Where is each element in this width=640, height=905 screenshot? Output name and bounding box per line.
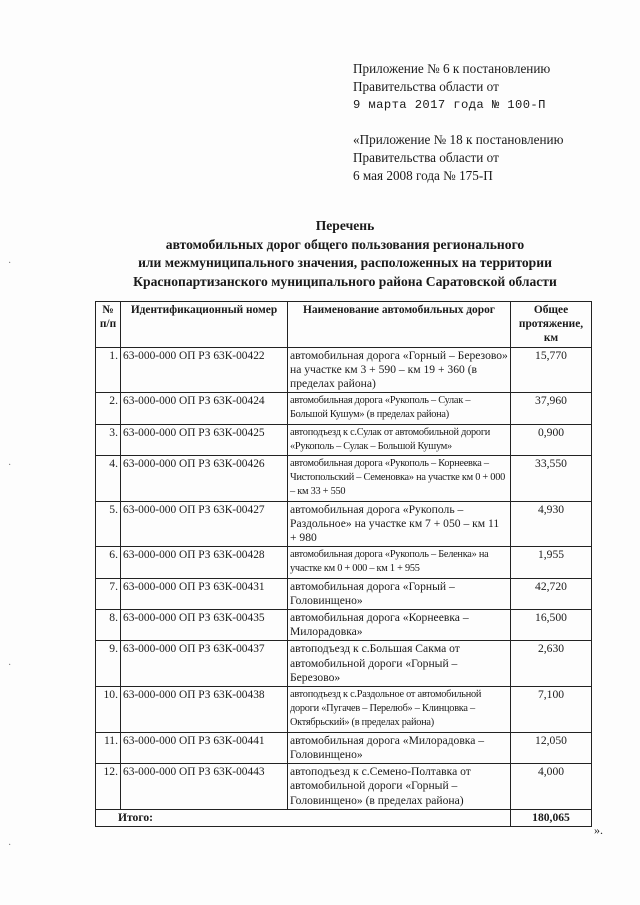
- row-ident: 63-000-000 ОП РЗ 63К-00435: [121, 610, 288, 641]
- total-value: 180,065: [511, 809, 592, 826]
- row-num: 8.: [96, 610, 121, 641]
- row-name: автоподъезд к с.Сулак от автомобильной дороги «Рукополь – Сулак – Большой Кушум»: [288, 424, 511, 455]
- row-length: 4,930: [511, 501, 592, 547]
- row-num: 7.: [96, 578, 121, 609]
- row-num: 10.: [96, 687, 121, 733]
- scan-speck: ·: [8, 660, 12, 671]
- row-ident: 63-000-000 ОП РЗ 63К-00441: [121, 732, 288, 763]
- row-length: 33,550: [511, 456, 592, 502]
- title-line3: или межмуниципального значения, расположенных на территории: [138, 255, 552, 271]
- row-name: автомобильная дорога «Милорадовка – Головинщено»: [288, 732, 511, 763]
- row-length: 4,000: [511, 764, 592, 810]
- table-row: [96, 641, 592, 687]
- appendix-18-line1: «Приложение № 18 к постановлению: [353, 132, 564, 147]
- row-length: 15,770: [511, 347, 592, 393]
- closing-quote: ».: [594, 823, 603, 837]
- row-ident: 63-000-000 ОП РЗ 63К-00422: [121, 347, 288, 393]
- appendix-6-date-stamp: 9 марта 2017 года № 100-П: [353, 98, 546, 112]
- row-num: 12.: [96, 764, 121, 810]
- title-line4: Краснопартизанского муниципального района Саратовской области: [133, 273, 557, 289]
- table-row: [96, 764, 592, 810]
- row-name: автомобильная дорога «Корнеевка – Милорадовка»: [288, 610, 511, 641]
- row-num: 9.: [96, 641, 121, 687]
- header-num: № п/п: [96, 302, 121, 348]
- scan-speck: ·: [8, 840, 12, 851]
- table-row: [96, 547, 592, 578]
- document-title: [60, 217, 630, 291]
- row-name: автоподъезд к с.Раздольное от автомобильной дороги «Пугачев – Перелюб» – Клинцовка – Октябрьский» (в пределах района): [288, 687, 511, 733]
- table-total-row: [96, 809, 592, 826]
- scan-speck: ·: [8, 460, 12, 471]
- row-name: автомобильная дорога «Рукополь – Корнеевка – Чистопольский – Семеновка» на участке км 0 + 000 – км 33 + 550: [288, 456, 511, 502]
- table-row: [96, 424, 592, 455]
- row-length: 37,960: [511, 393, 592, 424]
- row-name: автоподъезд к с.Большая Сакма от автомобильной дороги «Горный – Березово»: [288, 641, 511, 687]
- row-ident: 63-000-000 ОП РЗ 63К-00428: [121, 547, 288, 578]
- row-name: автомобильная дорога «Рукополь – Раздольное» на участке км 7 + 050 – км 11 + 980: [288, 501, 511, 547]
- table-row: [96, 501, 592, 547]
- table-row: [96, 456, 592, 502]
- table-row: [96, 687, 592, 733]
- row-num: 4.: [96, 456, 121, 502]
- row-ident: 63-000-000 ОП РЗ 63К-00443: [121, 764, 288, 810]
- row-length: 7,100: [511, 687, 592, 733]
- scan-speck: ·: [8, 258, 12, 269]
- total-label: Итого:: [96, 809, 288, 826]
- row-num: 11.: [96, 732, 121, 763]
- table-row: [96, 610, 592, 641]
- row-num: 6.: [96, 547, 121, 578]
- title-line2: автомобильных дорог общего пользования регионального: [165, 236, 525, 252]
- row-name: автомобильная дорога «Рукополь – Беленка» на участке км 0 + 000 – км 1 + 955: [288, 547, 511, 578]
- header-length: Общее протяжение, км: [511, 302, 592, 348]
- roads-table: [95, 301, 592, 827]
- row-ident: 63-000-000 ОП РЗ 63К-00431: [121, 578, 288, 609]
- appendix-6-line2: Правительства области от: [353, 79, 499, 94]
- title-line1: Перечень: [315, 218, 375, 233]
- row-num: 3.: [96, 424, 121, 455]
- appendix-18-line3: 6 мая 2008 года № 175-П: [353, 168, 493, 183]
- row-ident: 63-000-000 ОП РЗ 63К-00427: [121, 501, 288, 547]
- appendix-18-line2: Правительства области от: [353, 150, 499, 165]
- row-ident: 63-000-000 ОП РЗ 63К-00437: [121, 641, 288, 687]
- appendix-6-line1: Приложение № 6 к постановлению: [353, 61, 551, 76]
- header-ident: Идентификационный номер: [121, 302, 288, 348]
- row-length: 1,955: [511, 547, 592, 578]
- row-name: автоподъезд к с.Семено-Полтавка от автомобильной дороги «Горный – Головинщено» (в пределах района): [288, 764, 511, 810]
- appendix-18-header: [353, 131, 563, 185]
- total-spacer: [288, 809, 511, 826]
- table-row: [96, 732, 592, 763]
- row-num: 5.: [96, 501, 121, 547]
- row-num: 1.: [96, 347, 121, 393]
- row-length: 16,500: [511, 610, 592, 641]
- row-length: 2,630: [511, 641, 592, 687]
- row-ident: 63-000-000 ОП РЗ 63К-00425: [121, 424, 288, 455]
- row-name: автомобильная дорога «Горный – Головинщено»: [288, 578, 511, 609]
- row-num: 2.: [96, 393, 121, 424]
- table-row: [96, 578, 592, 609]
- row-ident: 63-000-000 ОП РЗ 63К-00426: [121, 456, 288, 502]
- table-row: [96, 393, 592, 424]
- table-header-row: [96, 302, 592, 348]
- row-name: автомобильная дорога «Горный – Березово» на участке км 3 + 590 – км 19 + 360 (в пределах района): [288, 347, 511, 393]
- row-ident: 63-000-000 ОП РЗ 63К-00438: [121, 687, 288, 733]
- table-row: [96, 347, 592, 393]
- row-ident: 63-000-000 ОП РЗ 63К-00424: [121, 393, 288, 424]
- appendix-6-header: [353, 60, 550, 114]
- row-name: автомобильная дорога «Рукополь – Сулак – Большой Кушум» (в пределах района): [288, 393, 511, 424]
- row-length: 0,900: [511, 424, 592, 455]
- row-length: 42,720: [511, 578, 592, 609]
- header-name: Наименование автомобильных дорог: [288, 302, 511, 348]
- row-length: 12,050: [511, 732, 592, 763]
